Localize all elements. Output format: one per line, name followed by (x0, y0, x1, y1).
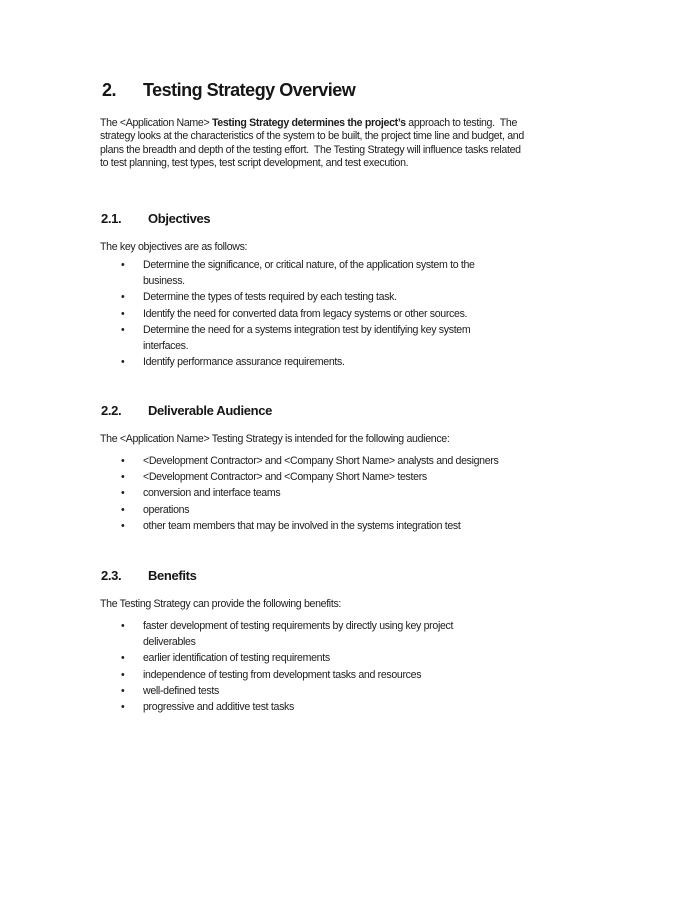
section-number: 2.3. (101, 568, 122, 583)
section-heading-objectives (101, 211, 210, 226)
list-item (100, 699, 660, 715)
section-title: Deliverable Audience (148, 403, 273, 418)
section-title: Objectives (148, 211, 211, 226)
section-heading-benefits (101, 568, 197, 583)
chapter-heading (102, 80, 355, 101)
list-item (100, 453, 660, 469)
bullet-list-deliverable-audience (100, 453, 660, 534)
section-heading-deliverable-audience (101, 403, 272, 418)
list-item (100, 683, 660, 699)
bullet-marker: • (121, 323, 125, 336)
list-item-line: other team members that may be involved in the systems integration test (143, 519, 461, 532)
intro-line1-pre: The <Application Name> (100, 117, 212, 129)
bullet-marker: • (121, 684, 125, 697)
bullet-list-benefits (100, 618, 660, 715)
list-item-line: business. (143, 275, 185, 288)
list-item (100, 518, 660, 534)
intro-paragraph (100, 117, 524, 171)
list-item (100, 306, 660, 322)
bullet-marker: • (121, 307, 125, 320)
bullet-marker: • (121, 471, 125, 484)
section-lead-deliverable-audience: The <Application Name> Testing Strategy is intended for the following audience: (100, 433, 450, 445)
bullet-marker: • (121, 259, 125, 271)
list-item-line: operations (143, 503, 190, 516)
list-item-line: Determine the types of tests required by each testing task. (143, 291, 397, 304)
bullet-marker: • (121, 668, 125, 681)
list-item-text (143, 618, 660, 650)
list-item-line: progressive and additive test tasks (143, 701, 294, 714)
list-item (100, 502, 660, 518)
bullet-marker: • (121, 701, 125, 714)
list-item (100, 650, 660, 666)
list-item-line: faster development of testing requirements by directly using key project (143, 620, 454, 632)
section-number: 2.1. (101, 211, 122, 226)
list-item (100, 289, 660, 305)
list-item-line: earlier identification of testing requirements (143, 652, 330, 665)
intro-line1-bold: Testing Strategy determines the project’s (211, 117, 406, 129)
bullet-marker: • (121, 503, 125, 516)
chapter-heading-title: Testing Strategy Overview (143, 80, 356, 100)
list-item-line: Identify the need for converted data from legacy systems or other sources. (143, 307, 468, 320)
paragraph-line: plans the breadth and depth of the testing effort. The Testing Strategy will influence tasks related (100, 143, 521, 156)
bullet-marker: • (121, 487, 125, 500)
list-item-line: well-defined tests (143, 684, 219, 697)
bullet-marker: • (121, 291, 125, 304)
chapter-heading-number: 2. (102, 80, 117, 100)
list-item-line: independence of testing from development tasks and resources (143, 668, 422, 681)
list-item-text (143, 502, 660, 518)
list-item-text (143, 469, 660, 485)
list-item (100, 322, 660, 354)
paragraph-line: strategy looks at the characteristics of the system to be built, the project time line and budget, and (100, 130, 524, 143)
list-item-text (143, 699, 660, 715)
list-item-text (143, 667, 660, 683)
list-item-text (143, 518, 660, 534)
list-item-text (143, 257, 660, 289)
list-item-line: conversion and interface teams (143, 487, 281, 500)
list-item (100, 469, 660, 485)
list-item-text (143, 306, 660, 322)
list-item-line: Determine the need for a systems integration test by identifying key system (143, 323, 471, 336)
list-item-text (143, 354, 660, 370)
bullet-marker: • (121, 652, 125, 665)
paragraph-line: to test planning, test types, test script development, and test execution. (100, 157, 409, 170)
list-item-line: <Development Contractor> and <Company Short Name> analysts and designers (143, 455, 499, 467)
section-lead-benefits: The Testing Strategy can provide the following benefits: (100, 598, 342, 610)
list-item (100, 257, 660, 289)
bullet-marker: • (121, 455, 125, 467)
intro-line1-post: approach to testing. The (405, 117, 518, 129)
section-title: Benefits (148, 568, 197, 583)
list-item-text (143, 289, 660, 305)
list-item-line: <Development Contractor> and <Company Short Name> testers (143, 471, 427, 484)
list-item-text (143, 453, 660, 469)
list-item (100, 667, 660, 683)
bullet-marker: • (121, 356, 125, 369)
list-item-text (143, 322, 660, 354)
section-number: 2.2. (101, 403, 122, 418)
section-lead-objectives: The key objectives are as follows: (100, 241, 248, 253)
bullet-marker: • (121, 519, 125, 532)
list-item-line: deliverables (143, 636, 196, 649)
bullet-marker: • (121, 620, 125, 632)
list-item-line: Determine the significance, or critical nature, of the application system to the (143, 259, 475, 271)
list-item-text (143, 485, 660, 501)
list-item-text (143, 650, 660, 666)
paragraph-line (100, 117, 524, 130)
list-item-line: Identify performance assurance requirements. (143, 356, 345, 369)
list-item (100, 618, 660, 650)
list-item-text (143, 683, 660, 699)
list-item (100, 354, 660, 370)
list-item (100, 485, 660, 501)
bullet-list-objectives (100, 257, 660, 370)
list-item-line: interfaces. (143, 340, 189, 353)
